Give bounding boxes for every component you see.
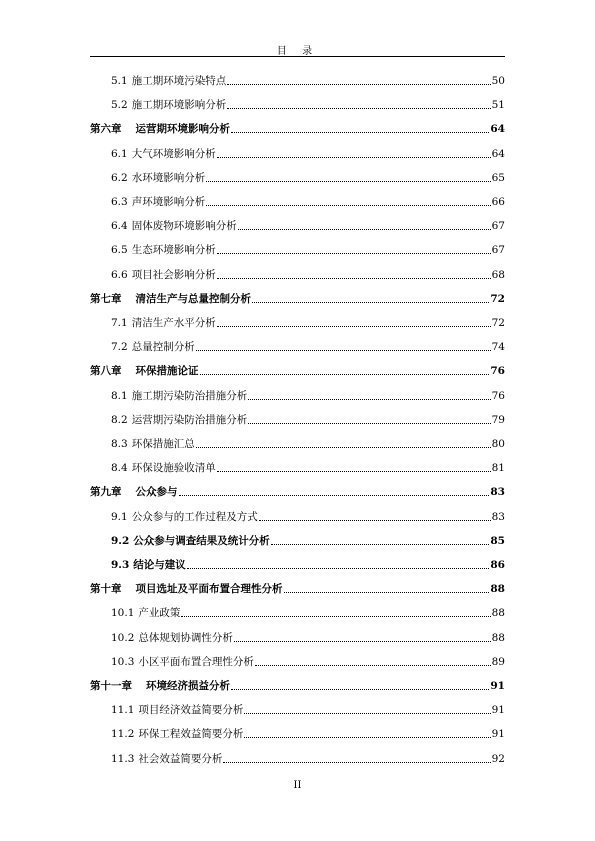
toc-section-entry[interactable] bbox=[111, 314, 505, 332]
toc-entry-title: 施工期环境影响分析 bbox=[131, 99, 227, 112]
toc-dot-leader bbox=[206, 205, 490, 206]
toc-dot-leader bbox=[231, 689, 489, 690]
toc-entry-page-number: 88 bbox=[491, 631, 505, 644]
toc-entry-number: 5.1 bbox=[111, 75, 128, 87]
toc-entry-page-number: 88 bbox=[491, 607, 505, 620]
toc-entry-number: 10.1 bbox=[111, 607, 135, 620]
toc-dot-leader bbox=[271, 544, 490, 545]
toc-dot-leader bbox=[231, 132, 489, 133]
toc-entry-number: 9.2 bbox=[111, 534, 130, 547]
toc-chapter-entry[interactable] bbox=[90, 580, 505, 598]
toc-entry-title: 运营期污染防治措施分析 bbox=[131, 413, 248, 426]
toc-section-entry[interactable] bbox=[111, 701, 505, 719]
toc-entry-title: 项目经济效益简要分析 bbox=[138, 704, 244, 717]
toc-entry-number: 10.3 bbox=[111, 655, 135, 668]
toc-section-entry[interactable] bbox=[111, 241, 505, 259]
toc-section-entry[interactable] bbox=[111, 96, 505, 114]
toc-entry-number: 11.2 bbox=[111, 728, 135, 741]
toc-dot-leader bbox=[244, 713, 490, 714]
toc-entry-title: 小区平面布置合理性分析 bbox=[138, 655, 254, 668]
toc-section-entry[interactable] bbox=[111, 169, 505, 187]
toc-entry-page-number: 91 bbox=[490, 680, 505, 692]
toc-section-entry[interactable] bbox=[111, 266, 505, 284]
toc-section-entry[interactable] bbox=[111, 435, 505, 453]
page-number: II bbox=[293, 780, 302, 791]
toc-entry-page-number: 64 bbox=[490, 123, 505, 136]
toc-section-entry[interactable] bbox=[111, 604, 505, 622]
toc-section-entry[interactable] bbox=[111, 459, 505, 477]
toc-dot-leader bbox=[181, 616, 490, 617]
toc-chapter-entry[interactable] bbox=[90, 290, 505, 308]
toc-entry-number: 第九章 bbox=[90, 486, 122, 499]
page-header-title: 目 录 bbox=[276, 46, 319, 57]
toc-entry-page-number: 92 bbox=[491, 752, 505, 765]
toc-entry-page-number: 86 bbox=[490, 559, 505, 571]
toc-entry-number: 6.4 bbox=[111, 220, 128, 233]
toc-entry-page-number: 91 bbox=[491, 728, 505, 741]
toc-entry-page-number: 81 bbox=[491, 462, 505, 475]
toc-dot-leader bbox=[234, 641, 491, 642]
toc-dot-leader bbox=[248, 399, 490, 400]
toc-entry-title: 生态环境影响分析 bbox=[131, 244, 216, 257]
toc-section-entry[interactable] bbox=[111, 72, 505, 90]
toc-entry-title: 公众参与调查结果及统计分析 bbox=[133, 534, 270, 547]
toc-entry-title: 社会效益简要分析 bbox=[138, 752, 223, 765]
toc-section-entry[interactable] bbox=[111, 725, 505, 743]
toc-section-entry[interactable] bbox=[111, 556, 505, 574]
toc-entry-page-number: 80 bbox=[491, 438, 505, 450]
toc-entry-number: 第六章 bbox=[90, 123, 122, 136]
toc-entry-title: 清洁生产与总量控制分析 bbox=[135, 292, 251, 305]
toc-chapter-entry[interactable] bbox=[90, 483, 505, 501]
toc-entry-page-number: 76 bbox=[491, 389, 505, 402]
toc-chapter-entry[interactable] bbox=[90, 120, 505, 138]
toc-section-entry[interactable] bbox=[111, 217, 505, 235]
toc-entry-title: 施工期污染防治措施分析 bbox=[131, 389, 248, 402]
toc-entry-number: 第七章 bbox=[90, 292, 122, 305]
toc-dot-leader bbox=[223, 762, 490, 763]
toc-entry-title: 产业政策 bbox=[138, 607, 181, 620]
toc-entry-page-number: 76 bbox=[490, 365, 505, 378]
toc-entry-number: 7.1 bbox=[111, 317, 128, 329]
toc-entry-number: 10.2 bbox=[111, 631, 135, 644]
toc-dot-leader bbox=[217, 157, 491, 158]
toc-section-entry[interactable] bbox=[111, 145, 505, 163]
toc-entry-page-number: 88 bbox=[490, 583, 505, 596]
toc-section-entry[interactable] bbox=[111, 387, 505, 405]
toc-entry-title: 施工期环境污染特点 bbox=[131, 75, 227, 87]
toc-section-entry[interactable] bbox=[111, 411, 505, 429]
toc-entry-title: 项目社会影响分析 bbox=[131, 268, 216, 281]
toc-entry-page-number: 74 bbox=[491, 341, 505, 354]
toc-section-entry[interactable] bbox=[111, 629, 505, 647]
toc-dot-leader bbox=[255, 665, 491, 666]
toc-entry-number: 8.1 bbox=[111, 389, 128, 402]
toc-dot-leader bbox=[217, 471, 491, 472]
toc-entry-number: 第十一章 bbox=[90, 680, 132, 692]
toc-dot-leader bbox=[259, 520, 491, 521]
toc-dot-leader bbox=[179, 495, 490, 496]
toc-entry-page-number: 68 bbox=[491, 268, 505, 281]
toc-entry-title: 结论与建议 bbox=[133, 559, 186, 571]
toc-entry-title: 环保措施汇总 bbox=[131, 438, 195, 450]
toc-entry-title: 公众参与 bbox=[135, 486, 178, 499]
toc-dot-leader bbox=[238, 229, 491, 230]
toc-dot-leader bbox=[252, 302, 489, 303]
toc-entry-page-number: 83 bbox=[490, 486, 505, 499]
toc-entry-page-number: 72 bbox=[490, 292, 505, 305]
toc-entry-title: 公众参与的工作过程及方式 bbox=[131, 510, 258, 523]
toc-entry-number: 8.2 bbox=[111, 413, 128, 426]
toc-dot-leader bbox=[217, 278, 491, 279]
toc-entry-number: 7.2 bbox=[111, 341, 128, 354]
toc-entry-title: 固体废物环境影响分析 bbox=[131, 220, 237, 233]
toc-entry-page-number: 83 bbox=[491, 510, 505, 523]
toc-dot-leader bbox=[206, 181, 490, 182]
toc-entry-title: 清洁生产水平分析 bbox=[131, 317, 216, 329]
toc-entry-page-number: 67 bbox=[491, 244, 505, 257]
toc-entry-title: 环保设施验收清单 bbox=[131, 462, 216, 475]
toc-dot-leader bbox=[196, 350, 491, 351]
toc-dot-leader bbox=[187, 568, 490, 569]
toc-section-entry[interactable] bbox=[111, 532, 505, 550]
toc-entry-title: 声环境影响分析 bbox=[131, 196, 206, 208]
toc-entry-number: 8.4 bbox=[111, 462, 128, 475]
toc-chapter-entry[interactable] bbox=[90, 362, 505, 380]
toc-entry-page-number: 50 bbox=[491, 75, 505, 87]
toc-entry-number: 6.5 bbox=[111, 244, 128, 257]
toc-dot-leader bbox=[217, 326, 491, 327]
toc-entry-number: 6.6 bbox=[111, 268, 128, 281]
toc-entry-page-number: 51 bbox=[491, 99, 505, 112]
toc-entry-number: 5.2 bbox=[111, 99, 128, 112]
toc-entry-title: 水环境影响分析 bbox=[131, 171, 206, 184]
toc-entry-number: 11.3 bbox=[111, 752, 135, 765]
toc-entry-number: 9.1 bbox=[111, 510, 128, 523]
toc-section-entry[interactable] bbox=[111, 338, 505, 356]
toc-section-entry[interactable] bbox=[111, 508, 505, 526]
toc-entry-number: 第八章 bbox=[90, 365, 122, 378]
toc-entry-page-number: 64 bbox=[491, 147, 505, 160]
toc-dot-leader bbox=[200, 374, 490, 375]
toc-entry-page-number: 65 bbox=[491, 171, 505, 184]
toc-entry-number: 6.1 bbox=[111, 147, 128, 160]
toc-dot-leader bbox=[227, 84, 490, 85]
toc-entry-page-number: 89 bbox=[491, 655, 505, 668]
toc-entry-page-number: 66 bbox=[491, 196, 505, 208]
toc-entry-title: 大气环境影响分析 bbox=[131, 147, 216, 160]
toc-chapter-entry[interactable] bbox=[90, 677, 505, 695]
toc-entry-page-number: 72 bbox=[491, 317, 505, 329]
toc-entry-number: 第十章 bbox=[90, 583, 122, 596]
toc-entry-title: 环保工程效益简要分析 bbox=[138, 728, 244, 741]
toc-entry-title: 运营期环境影响分析 bbox=[135, 123, 230, 136]
toc-dot-leader bbox=[284, 592, 490, 593]
toc-entry-number: 8.3 bbox=[111, 438, 128, 450]
toc-entry-title: 总体规划协调性分析 bbox=[138, 631, 233, 644]
toc-entry-number: 9.3 bbox=[111, 559, 130, 571]
toc-dot-leader bbox=[248, 423, 490, 424]
toc-entry-page-number: 67 bbox=[491, 220, 505, 233]
toc-entry-page-number: 85 bbox=[490, 534, 505, 547]
toc-dot-leader bbox=[217, 253, 491, 254]
toc-entry-number: 6.2 bbox=[111, 171, 128, 184]
toc-entry-title: 项目选址及平面布置合理性分析 bbox=[135, 583, 283, 596]
toc-section-entry[interactable] bbox=[111, 193, 505, 211]
header-divider bbox=[90, 56, 505, 57]
toc-dot-leader bbox=[244, 737, 490, 738]
toc-dot-leader bbox=[196, 447, 491, 448]
toc-section-entry[interactable] bbox=[111, 750, 505, 768]
toc-entry-page-number: 79 bbox=[491, 413, 505, 426]
toc-entry-title: 总量控制分析 bbox=[131, 341, 195, 354]
toc-entry-title: 环境经济损益分析 bbox=[146, 680, 230, 692]
toc-entry-number: 11.1 bbox=[111, 704, 135, 717]
toc-section-entry[interactable] bbox=[111, 653, 505, 671]
toc-entry-page-number: 91 bbox=[491, 704, 505, 717]
toc-dot-leader bbox=[227, 108, 490, 109]
toc-entry-title: 环保措施论证 bbox=[135, 365, 199, 378]
toc-entry-number: 6.3 bbox=[111, 196, 128, 208]
